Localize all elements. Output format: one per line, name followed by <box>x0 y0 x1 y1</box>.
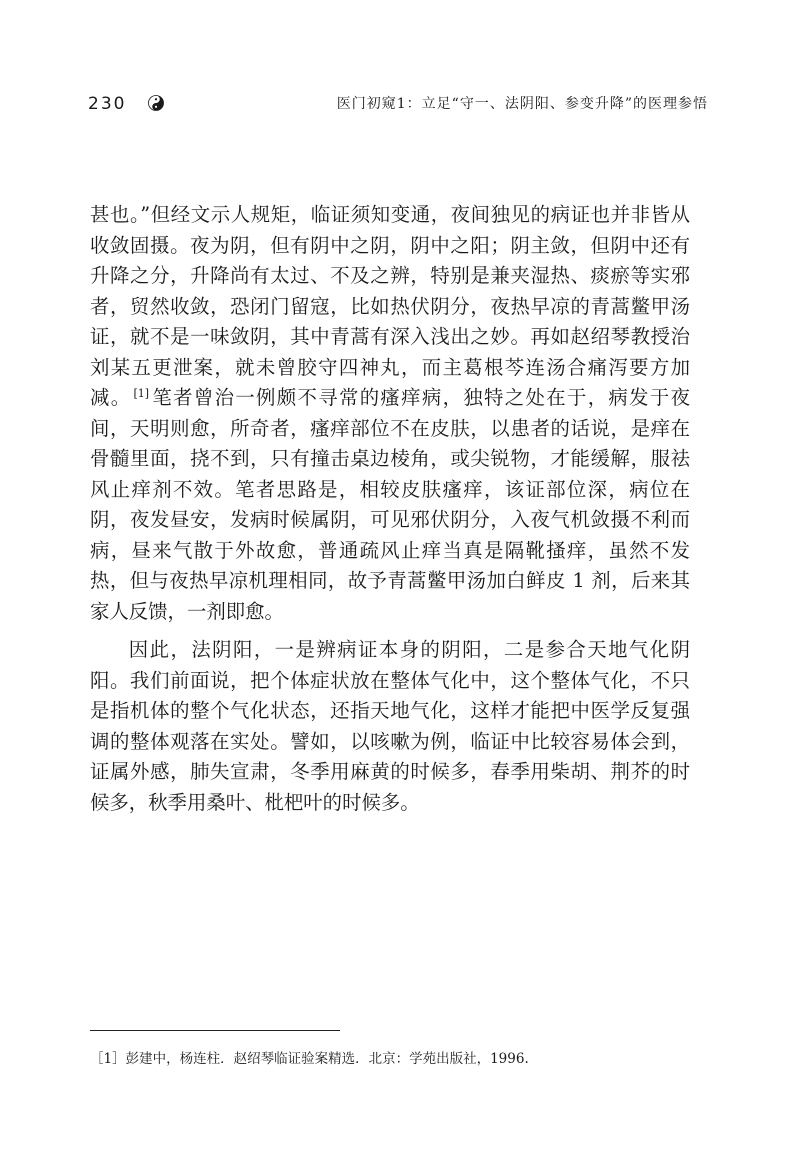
footnote: ［1］彭建中，杨连柱．赵绍琴临证验案精选．北京：学苑出版社，1996. <box>90 1051 529 1067</box>
main-text <box>90 200 690 818</box>
paragraph-1-part-2: 笔者曾治一例颇不寻常的瘙痒病，独特之处在于，病发于夜间，天明则愈，所奇者，瘙痒部位不在皮肤，以患者的话说，是痒在骨髓里面，挠不到，只有撞击桌边棱角，或尖锐物，才能缓解，服祛风止痒剂不效。笔者思路是，相较皮肤瘙痒，该证部位深，病位在阴，夜发昼安，发病时候属阴，可见邪伏阴分，入夜气机敛摄不利而病，昼来气散于外故愈，普通疏风止痒当真是隔靴搔痒，虽然不发热，但与夜热早凉机理相同，故予青蒿鳖甲汤加白鲜皮 1 剂，后来其家人反馈，一剂即愈。 <box>90 386 691 623</box>
paragraph-2: 因此，法阴阳，一是辨病证本身的阴阳，二是参合天地气化阴阳。我们前面说，把个体症状放在整体气化中，这个整体气化，不只是指机体的整个气化状态，还指天地气化，这样才能把中医学反复强调的整体观落在实处。譬如，以咳嗽为例，临证中比较容易体会到，证属外感，肺失宣肃，冬季用麻黄的时候多，春季用柴胡、荆芥的时候多，秋季用桑叶、枇杷叶的时候多。 <box>90 638 690 814</box>
page-number: 230 <box>88 94 127 114</box>
footnote-divider <box>90 1030 340 1031</box>
running-title: 医门初窥1：立足“守一、法阴阳、参变升降”的医理参悟 <box>336 96 708 112</box>
paragraph-1 <box>90 200 690 627</box>
page-header <box>88 92 708 118</box>
yin-yang-icon <box>148 95 164 111</box>
paragraph-1-part-1: 甚也。”但经文示人规矩，临证须知变通，夜间独见的病证也并非皆从收敛固摄。夜为阴，但有阴中之阴，阴中之阳；阴主敛，但阴中还有升降之分，升降尚有太过、不及之辨，特别是兼夹湿热、痰瘀等实邪者，贸然收敛，恐闭门留寇，比如热伏阴分，夜热早凉的青蒿鳖甲汤证，就不是一味敛阴，其中青蒿有深入浅出之妙。再如赵绍琴教授治刘某五更泄案，就未曾胶守四神丸，而主葛根芩连汤合痛泻要方加减。 <box>90 203 690 409</box>
footnote-reference[interactable]: [1] <box>133 387 150 400</box>
